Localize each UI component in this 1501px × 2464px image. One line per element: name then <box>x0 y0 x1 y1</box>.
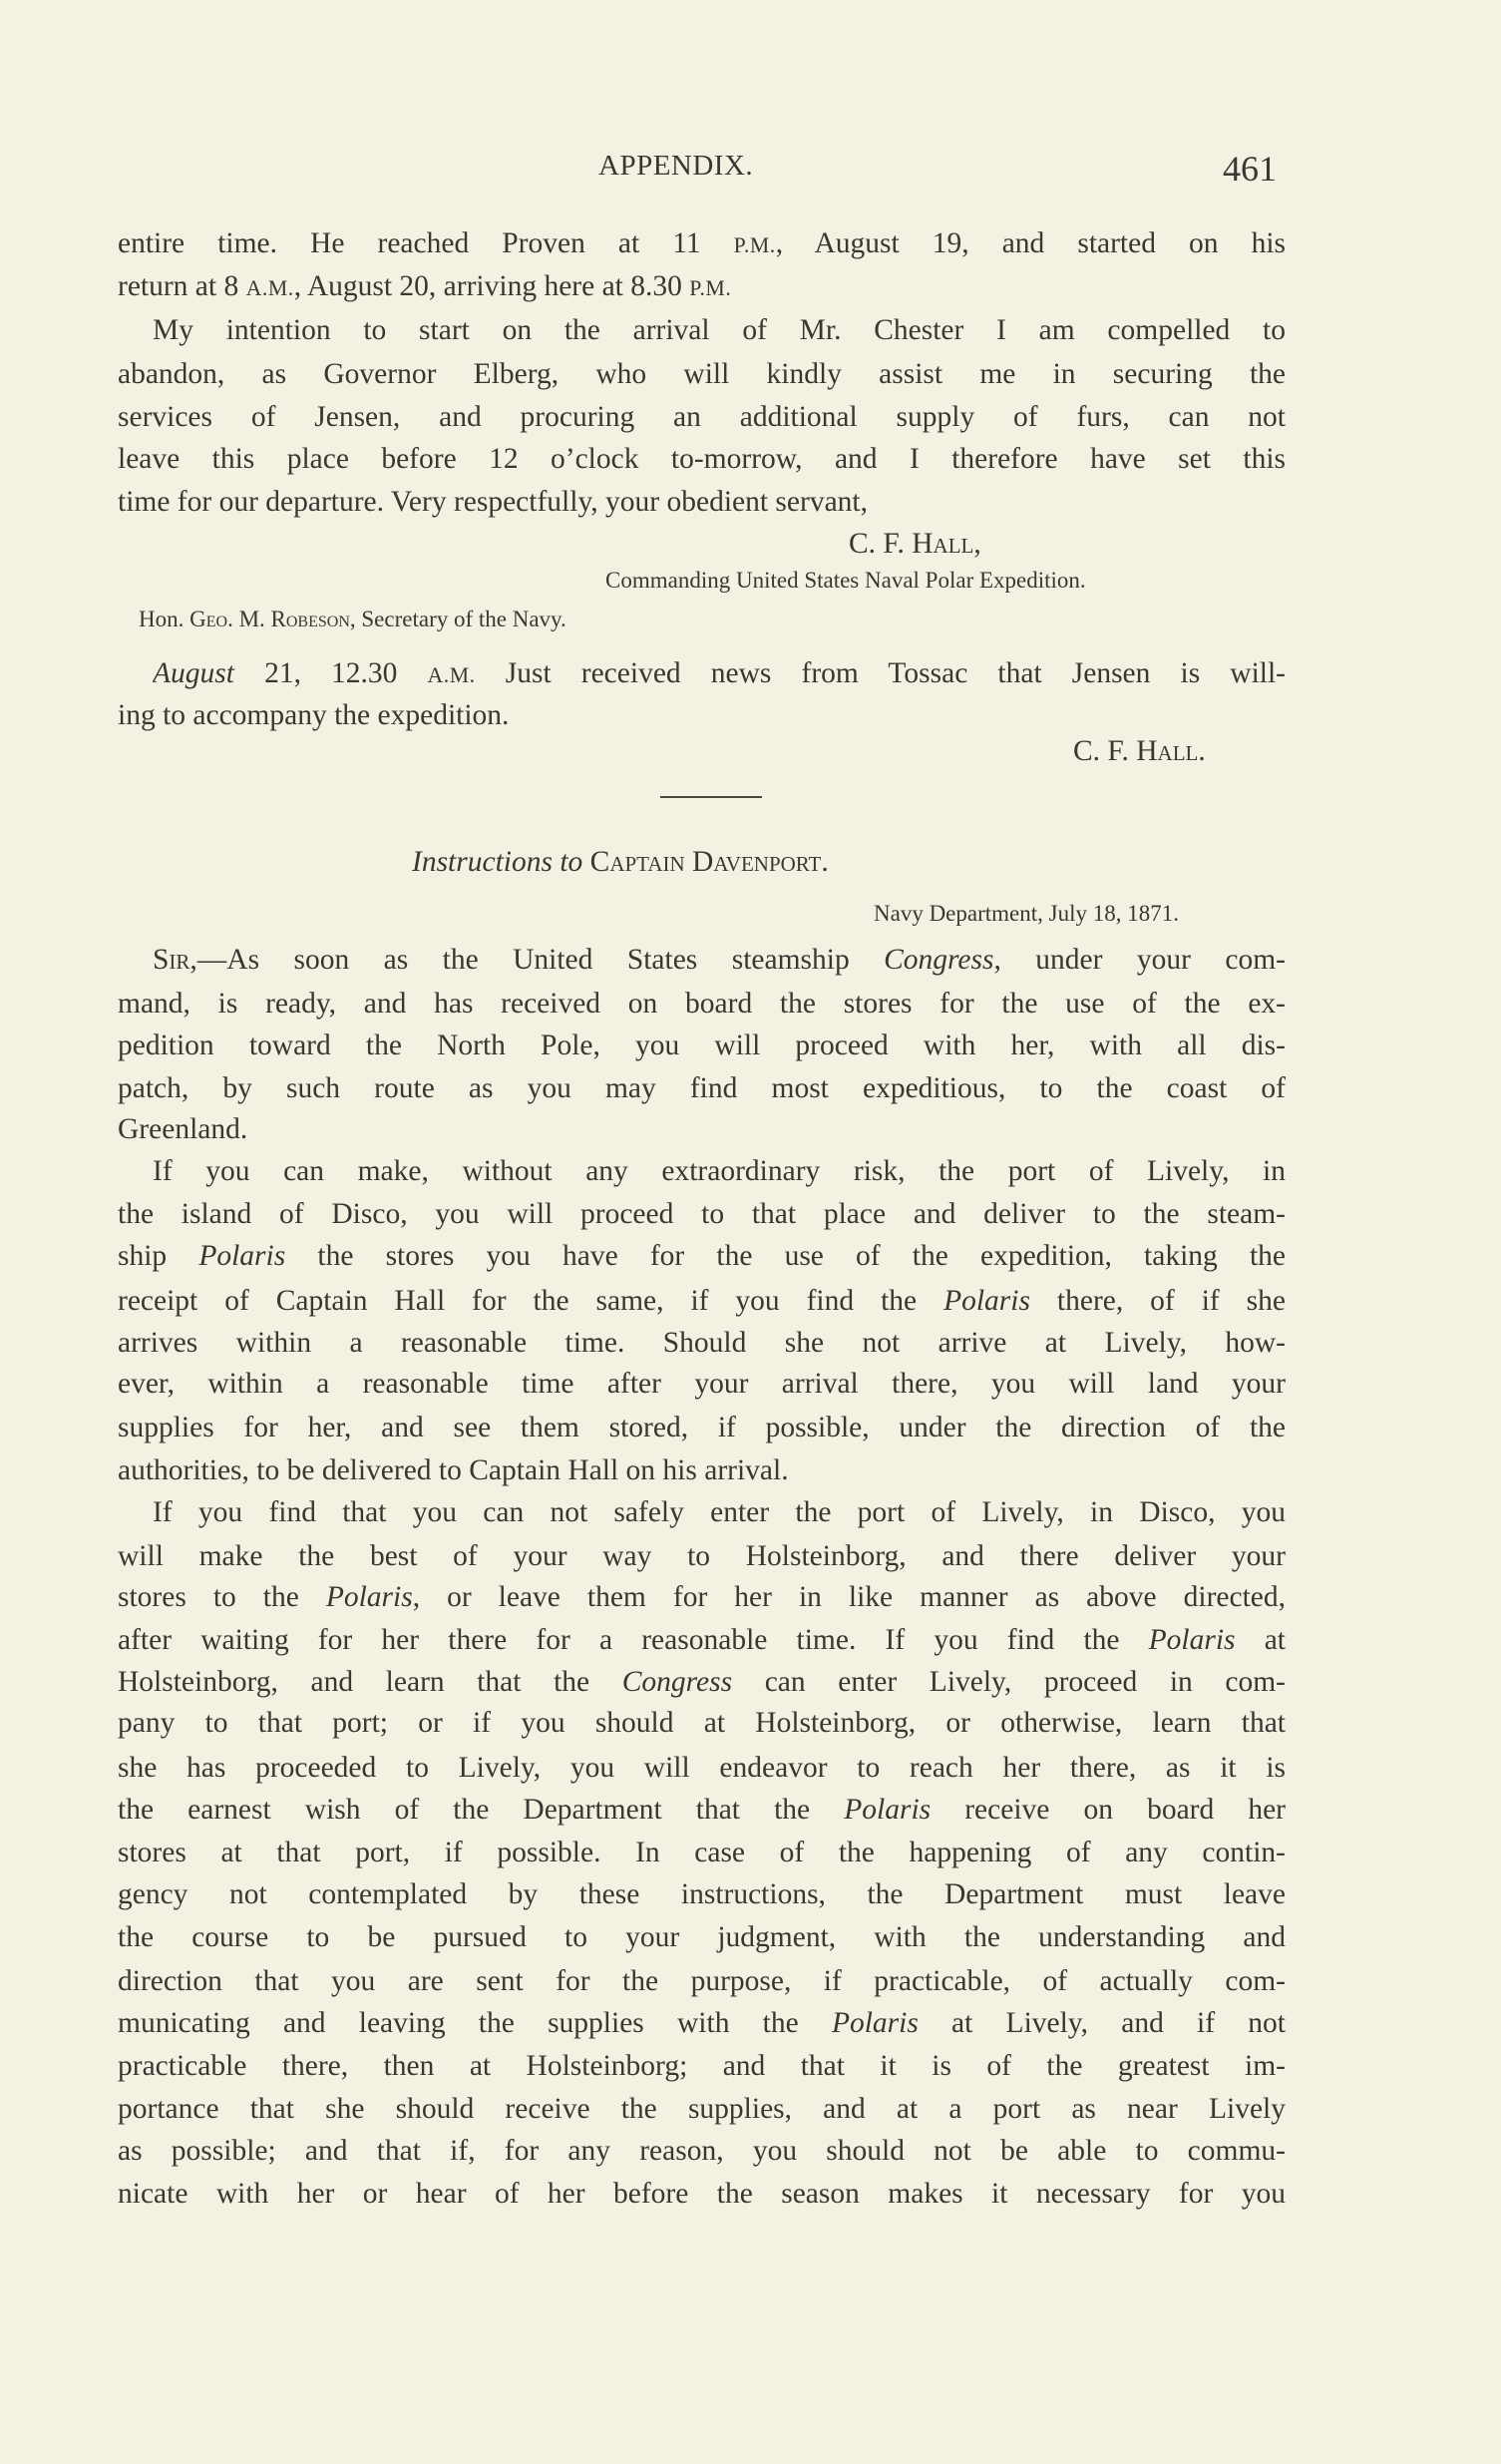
text-run: patch, by such route as you may find most expeditious, to the coast of <box>118 1072 1286 1104</box>
time-abbreviation: A.M. <box>427 663 476 687</box>
text-line <box>118 2002 1286 2044</box>
text-run: after waiting for her there for a reasonable time. If you find the <box>118 1624 1149 1656</box>
text-run: If you find that you can not safely enter the port of Lively, in Disco, you <box>153 1496 1286 1528</box>
text-run: Holsteinborg, and learn that the <box>118 1666 622 1698</box>
text-line <box>153 1150 1286 1192</box>
text-run: gency not contemplated by these instructions, the Department must leave <box>118 1878 1286 1910</box>
text-run: 21, 12.30 <box>233 657 428 689</box>
text-run: pedition toward the North Pole, you will proceed with her, with all dis- <box>118 1029 1286 1061</box>
text-run: leave this place before 12 o’clock to-morrow, and I therefore have set this <box>118 443 1286 475</box>
text-run: . <box>1198 735 1206 767</box>
text-line <box>118 265 731 307</box>
text-line <box>118 2088 1286 2130</box>
text-run: C. F. <box>1073 735 1137 767</box>
text-run: return at 8 <box>118 270 246 302</box>
text-run: time for our departure. Very respectfully, your obedient servant, <box>118 486 868 518</box>
text-run: ship <box>118 1240 199 1272</box>
text-run: . M. <box>227 607 271 631</box>
text-line <box>118 1535 1286 1577</box>
text-line <box>118 1702 1286 1744</box>
text-run: supplies for her, and see them stored, if possible, under the direction of the <box>118 1412 1286 1443</box>
text-line <box>412 841 829 883</box>
text-run: will make the best of your way to Holsteinborg, and there deliver your <box>118 1540 1286 1572</box>
text-run: ever, within a reasonable time after your arrival there, you will land your <box>118 1368 1286 1400</box>
text-line <box>118 396 1286 438</box>
text-run: at Lively, and if not <box>918 2007 1286 2039</box>
text-line <box>118 1363 1286 1405</box>
text-run: mand, is ready, and has received on board the stores for the use of the ex- <box>118 988 1286 1020</box>
italic-text: Congress <box>621 1666 733 1698</box>
text-run: as possible; and that if, for any reason, you should not be able to commu- <box>118 2135 1286 2167</box>
italic-text: Polaris <box>198 1240 286 1272</box>
text-line <box>118 481 868 523</box>
text-line <box>118 1832 1286 1873</box>
text-line <box>118 1661 1286 1703</box>
text-line <box>118 1322 1286 1364</box>
italic-text: Polaris <box>943 1285 1030 1317</box>
small-caps-name: Captain Davenport <box>589 846 822 878</box>
text-line <box>605 560 1086 602</box>
text-line <box>118 438 1286 480</box>
text-run: , or leave them for her in like manner as above directed, <box>412 1581 1286 1613</box>
text-run: there, of if she <box>1029 1285 1286 1317</box>
text-run: Hon. <box>139 607 190 631</box>
italic-text: Congress <box>884 944 994 976</box>
text-line <box>118 1108 247 1150</box>
text-run: the course to be pursued to your judgment, with the understanding and <box>118 1921 1286 1953</box>
text-line <box>118 1407 1286 1448</box>
time-abbreviation: P.M. <box>689 276 732 300</box>
text-run: services of Jensen, and procuring an additional supply of furs, can not <box>118 401 1286 433</box>
text-line <box>118 1193 1286 1235</box>
text-line <box>118 1789 1286 1831</box>
italic-text: Polaris <box>831 2007 919 2039</box>
text-run: stores at that port, if possible. In case of the happening of any contin- <box>118 1837 1286 1868</box>
text-run: Greenland. <box>118 1113 248 1145</box>
text-run: at <box>1235 1624 1286 1656</box>
text-run: arrives within a reasonable time. Should she not arrive at Lively, how- <box>118 1327 1286 1359</box>
section-divider <box>660 796 762 798</box>
text-run: , under your com- <box>993 944 1286 976</box>
text-line <box>153 309 1286 351</box>
text-line <box>118 1747 1286 1789</box>
text-line <box>118 1576 1286 1618</box>
text-line <box>118 1916 1286 1958</box>
text-run: Navy Department, July 18, 1871. <box>874 901 1179 926</box>
text-run: the earnest wish of the Department that the <box>118 1794 845 1826</box>
text-run: stores to the <box>118 1581 326 1613</box>
text-run: Just received news from Tossac that Jensen is will- <box>475 657 1286 689</box>
text-line <box>118 1449 789 1491</box>
small-caps-name: Hall <box>1136 735 1199 767</box>
text-line <box>118 983 1286 1025</box>
text-run: portance that she should receive the supplies, and at a port as near Lively <box>118 2093 1286 2125</box>
text-line <box>118 1619 1286 1661</box>
small-caps-name: Robeson <box>270 607 350 631</box>
italic-text: Polaris <box>1148 1624 1236 1656</box>
time-abbreviation: A.M. <box>245 276 294 300</box>
text-run <box>582 846 589 878</box>
text-run: ing to accompany the expedition. <box>118 699 510 731</box>
italic-text: Polaris <box>844 1794 932 1826</box>
text-run: can enter Lively, proceed in com- <box>732 1666 1286 1698</box>
text-run: If you can make, without any extraordinary risk, the port of Lively, in <box>153 1155 1286 1187</box>
text-line <box>118 1067 1286 1109</box>
text-run: receipt of Captain Hall for the same, if you find the <box>118 1285 944 1317</box>
text-run: authorities, to be delivered to Captain Hall on his arrival. <box>118 1454 789 1486</box>
text-run: practicable there, then at Holsteinborg; and that it is of the greatest im- <box>118 2050 1286 2082</box>
small-caps-name: Geo <box>189 607 228 631</box>
running-title: APPENDIX. <box>598 150 754 182</box>
text-run: the island of Disco, you will proceed to that place and deliver to the steam- <box>118 1198 1286 1230</box>
text-line <box>118 2045 1286 2087</box>
text-run: entire time. He reached Proven at 11 <box>118 227 734 259</box>
text-line <box>118 1280 1286 1322</box>
text-run: , August 20, arriving here at 8.30 <box>293 270 690 302</box>
text-run: pany to that port; or if you should at Holsteinborg, or otherwise, learn that <box>118 1707 1286 1739</box>
text-run: she has proceeded to Lively, you will endeavor to reach her there, as it is <box>118 1752 1286 1784</box>
text-line <box>118 2130 1286 2172</box>
page-number: 461 <box>1223 149 1277 189</box>
text-run: municating and leaving the supplies with the <box>118 2007 832 2039</box>
italic-text: Instructions to <box>412 846 583 878</box>
text-run: C. F. <box>849 528 913 560</box>
text-run: Commanding United States Naval Polar Expedition. <box>605 568 1086 593</box>
text-line <box>118 353 1286 395</box>
small-caps-name: Hall <box>912 528 974 560</box>
text-run: ,—As soon as the United States steamship <box>189 944 885 976</box>
italic-text: Polaris <box>325 1581 413 1613</box>
text-line <box>118 694 509 736</box>
text-run: , <box>973 528 981 560</box>
text-run: abandon, as Governor Elberg, who will kindly assist me in securing the <box>118 358 1286 390</box>
text-run: . <box>821 846 829 878</box>
text-line <box>874 893 1179 935</box>
text-run: My intention to start on the arrival of Mr. Chester I am compelled to <box>153 314 1286 346</box>
text-line <box>118 1960 1286 2002</box>
text-line <box>153 939 1286 981</box>
text-line <box>118 1235 1286 1277</box>
time-abbreviation: P.M. <box>733 233 776 257</box>
text-line <box>118 1873 1286 1915</box>
text-line <box>118 2173 1286 2215</box>
text-line <box>849 523 981 565</box>
text-line <box>1073 730 1206 772</box>
text-line <box>118 222 1286 264</box>
text-run: nicate with her or hear of her before the season makes it necessary for you <box>118 2178 1286 2210</box>
text-line <box>139 599 566 640</box>
text-line <box>118 1025 1286 1066</box>
text-run: direction that you are sent for the purpose, if practicable, of actually com- <box>118 1965 1286 1997</box>
text-line <box>153 1491 1286 1533</box>
text-run: , Secretary of the Navy. <box>349 607 566 631</box>
text-line <box>153 652 1286 694</box>
text-run: , August 19, and started on his <box>775 227 1286 259</box>
text-run: the stores you have for the use of the expedition, taking the <box>285 1240 1286 1272</box>
text-run: receive on board her <box>931 1794 1286 1826</box>
italic-text: August <box>153 657 234 689</box>
small-caps-name: Sir <box>153 944 190 976</box>
